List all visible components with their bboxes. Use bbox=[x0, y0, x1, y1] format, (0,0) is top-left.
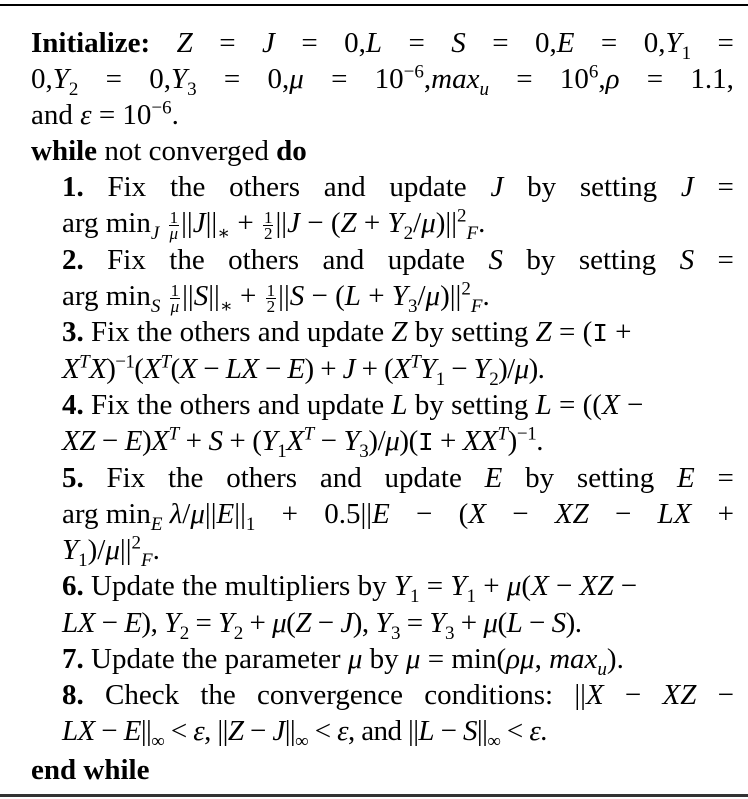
step-1-line-1: 1. Fix the others and update J by setting J = bbox=[62, 171, 734, 203]
initialize-line-1: Initialize: Z = J = 0,L = S = 0,E = $0,Y_1$ = bbox=[31, 27, 734, 64]
bottom-rule bbox=[0, 794, 748, 797]
step-6-line-1: 6. Update the multipliers by $Y_1 = Y_1 + \mu(X$ − XZ − bbox=[62, 570, 638, 607]
while-header bbox=[31, 133, 307, 169]
step-5-line-2: arg $\min_E \lambda/\mu||E||_1$ + 0.5||E − (X − XZ − LX + bbox=[62, 498, 734, 535]
loop-condition: not converged bbox=[104, 135, 269, 167]
end-while-line: end while bbox=[31, 754, 150, 786]
step-5-line-1: 5. Fix the others and update E by setting E = bbox=[62, 462, 734, 494]
step-5-line-3: $Y_1)/\mu||^2_F$. bbox=[62, 532, 160, 571]
initialize-line-3: and $\varepsilon = 10^{-6}$. bbox=[31, 97, 179, 131]
step-1-number: 1. bbox=[62, 171, 84, 203]
step-3-line-2: $X^TX)^{-1}(X^T(X$ − LX − $E) + J + (X^TY_1 - Y_2)/\mu$). bbox=[62, 351, 545, 390]
step-8-line-1: 8. Check the convergence conditions: ||X − XZ − bbox=[62, 679, 734, 711]
initialize-keyword: Initialize: bbox=[31, 27, 151, 59]
step-2-number: 2. bbox=[62, 244, 84, 276]
while-keyword: while bbox=[31, 135, 98, 167]
step-8-number: 8. bbox=[62, 679, 84, 711]
initialize-line-2: $0,Y_2$ = $0,Y_3$ = 0,μ = $10^{-6},\max_u$ = $10^6,\rho$ = 1.1, bbox=[31, 61, 734, 100]
step-7-number: 7. bbox=[62, 643, 84, 675]
step-8-line-2: LX − $E||_\infty < \varepsilon$, $||Z - J||_\infty < \varepsilon$, and $||L - S||_\infty < \varepsilon$. bbox=[62, 715, 547, 752]
step-3-line-1: 3. Fix the others and update Z by setting Z = (I + bbox=[62, 316, 632, 349]
step-7-line-1: 7. Update the parameter μ by μ = min(ρμ, $\max_u$). bbox=[62, 643, 624, 680]
step-5-number: 5. bbox=[62, 462, 84, 494]
step-6-number: 6. bbox=[62, 570, 84, 602]
top-rule bbox=[0, 4, 748, 6]
step-1-line-2: arg $\min_J$ $\frac{1}{\mu}$ $||J||_∗$ + $\frac{1}{2}$ $||J - (Z + Y_2/\mu)||^2_F$. bbox=[62, 205, 486, 244]
step-2-line-1: 2. Fix the others and update S by setting S = bbox=[62, 244, 734, 276]
step-3-number: 3. bbox=[62, 316, 84, 348]
step-4-line-1: 4. Fix the others and update L by setting L = ((X − bbox=[62, 389, 644, 421]
step-4-line-2: XZ − $E)X^T + S + (Y_1X^T - Y_3)/\mu)(I + XX^T)^{-1}$. bbox=[62, 423, 544, 462]
step-4-number: 4. bbox=[62, 389, 84, 421]
do-keyword: do bbox=[276, 135, 307, 167]
step-2-line-2: arg $\min_S$ $\frac{1}{\mu}$ $||S||_∗$ + $\frac{1}{2}$ $||S - (L + Y_3/\mu)||^2_F$. bbox=[62, 278, 490, 317]
step-6-line-2: LX − E), $Y_2 = Y_2 + \mu(Z - J)$, $Y_3 = Y_3 + \mu(L - S)$. bbox=[62, 607, 582, 644]
